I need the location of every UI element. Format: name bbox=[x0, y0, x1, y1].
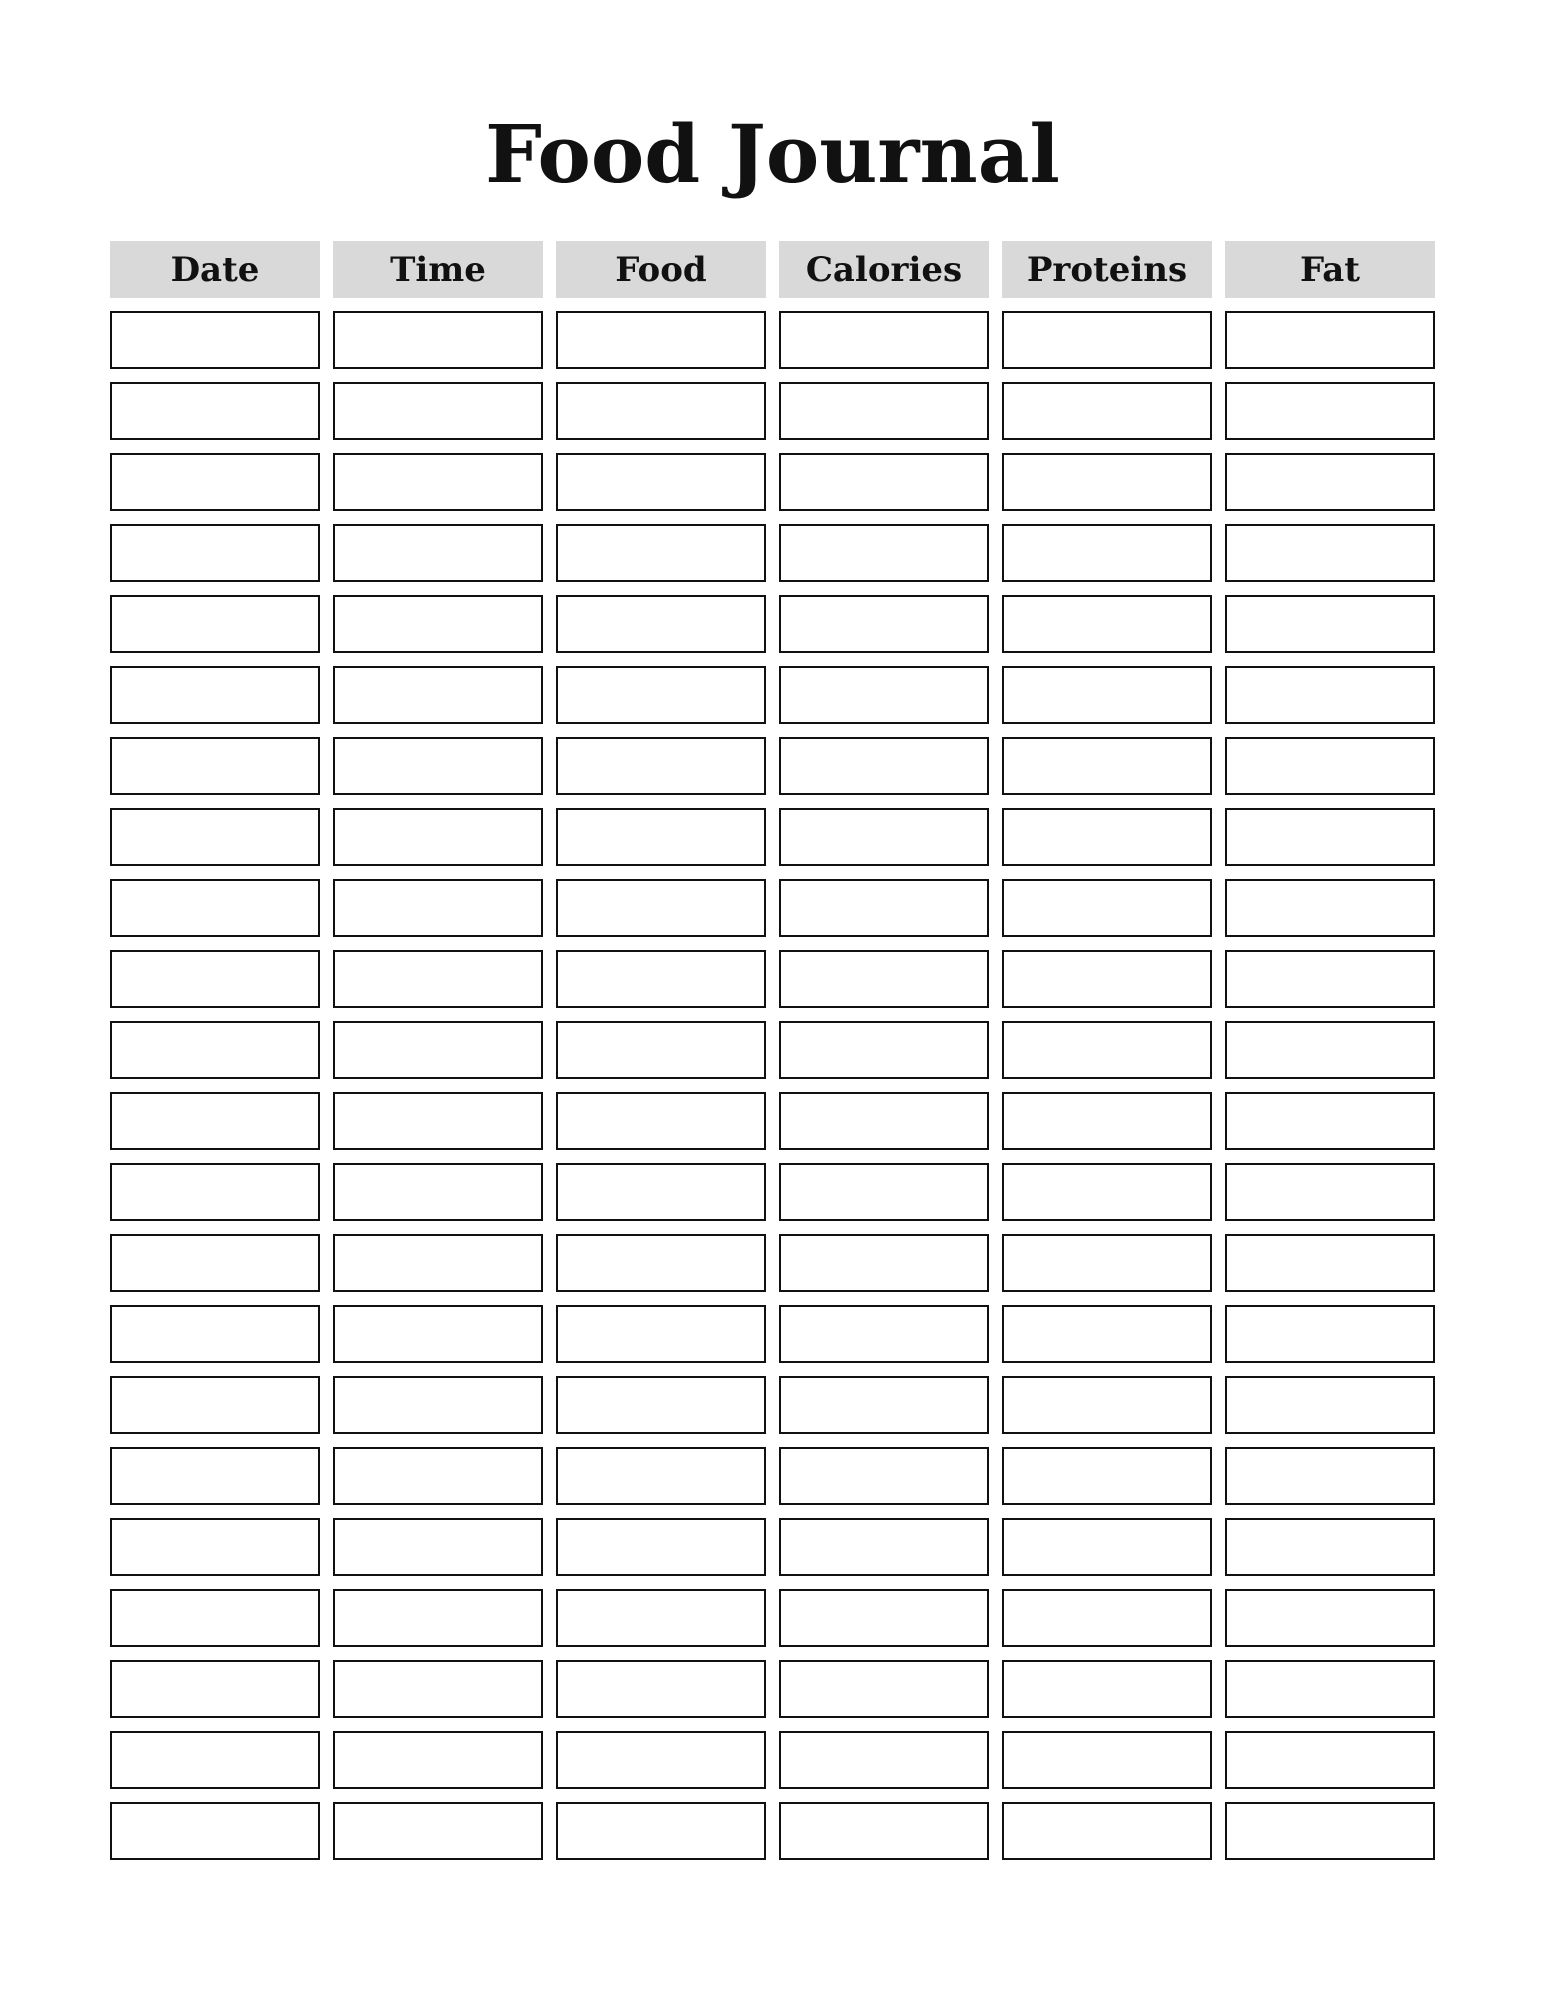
entry-cell-proteins[interactable] bbox=[1002, 1163, 1212, 1221]
entry-cell-time[interactable] bbox=[333, 1305, 543, 1363]
entry-cell-date[interactable] bbox=[110, 1021, 320, 1079]
entry-cell-fat[interactable] bbox=[1225, 1092, 1435, 1150]
entry-cell-fat[interactable] bbox=[1225, 1731, 1435, 1789]
page-title: Food Journal bbox=[485, 107, 1060, 201]
entry-cell-food[interactable] bbox=[556, 1447, 766, 1505]
entry-cell-proteins[interactable] bbox=[1002, 808, 1212, 866]
entry-cell-calories[interactable] bbox=[779, 595, 989, 653]
entry-cell-food[interactable] bbox=[556, 879, 766, 937]
entry-cell-proteins[interactable] bbox=[1002, 1092, 1212, 1150]
entry-cell-time[interactable] bbox=[333, 950, 543, 1008]
entry-cell-food[interactable] bbox=[556, 1021, 766, 1079]
entry-cell-date[interactable] bbox=[110, 1447, 320, 1505]
entry-cell-proteins[interactable] bbox=[1002, 1305, 1212, 1363]
entry-cell-fat[interactable] bbox=[1225, 1660, 1435, 1718]
entry-cell-time[interactable] bbox=[333, 1376, 543, 1434]
entry-cell-fat[interactable] bbox=[1225, 1518, 1435, 1576]
entry-cell-fat[interactable] bbox=[1225, 1589, 1435, 1647]
entry-cell-calories[interactable] bbox=[779, 382, 989, 440]
entry-cell-fat[interactable] bbox=[1225, 1021, 1435, 1079]
entry-cell-calories[interactable] bbox=[779, 1163, 989, 1221]
entry-cell-calories[interactable] bbox=[779, 950, 989, 1008]
entry-cell-food[interactable] bbox=[556, 950, 766, 1008]
entry-cell-fat[interactable] bbox=[1225, 808, 1435, 866]
column-header-food: Food bbox=[556, 241, 766, 298]
entry-cell-calories[interactable] bbox=[779, 1092, 989, 1150]
entry-cell-food[interactable] bbox=[556, 1305, 766, 1363]
entry-cell-proteins[interactable] bbox=[1002, 1234, 1212, 1292]
entry-cell-date[interactable] bbox=[110, 737, 320, 795]
entry-cell-calories[interactable] bbox=[779, 1021, 989, 1079]
entry-cell-calories[interactable] bbox=[779, 1447, 989, 1505]
entry-cell-food[interactable] bbox=[556, 382, 766, 440]
entry-cell-food[interactable] bbox=[556, 1731, 766, 1789]
entry-cell-time[interactable] bbox=[333, 595, 543, 653]
entry-cell-date[interactable] bbox=[110, 311, 320, 369]
entry-cell-proteins[interactable] bbox=[1002, 1802, 1212, 1860]
entry-cell-calories[interactable] bbox=[779, 879, 989, 937]
entry-cell-food[interactable] bbox=[556, 311, 766, 369]
entry-cell-date[interactable] bbox=[110, 879, 320, 937]
entry-cell-time[interactable] bbox=[333, 879, 543, 937]
entry-cell-proteins[interactable] bbox=[1002, 1660, 1212, 1718]
entry-cell-time[interactable] bbox=[333, 1731, 543, 1789]
entry-cell-proteins[interactable] bbox=[1002, 1518, 1212, 1576]
entry-cell-calories[interactable] bbox=[779, 1234, 989, 1292]
entry-cell-fat[interactable] bbox=[1225, 1447, 1435, 1505]
entry-cell-time[interactable] bbox=[333, 311, 543, 369]
column-header-time: Time bbox=[333, 241, 543, 298]
entry-cell-calories[interactable] bbox=[779, 524, 989, 582]
entry-cell-time[interactable] bbox=[333, 666, 543, 724]
entry-cell-calories[interactable] bbox=[779, 311, 989, 369]
entry-cell-date[interactable] bbox=[110, 1163, 320, 1221]
entry-cell-time[interactable] bbox=[333, 737, 543, 795]
entry-cell-food[interactable] bbox=[556, 1660, 766, 1718]
entry-cell-food[interactable] bbox=[556, 595, 766, 653]
entry-cell-food[interactable] bbox=[556, 1092, 766, 1150]
entry-cell-date[interactable] bbox=[110, 453, 320, 511]
entry-cell-date[interactable] bbox=[110, 950, 320, 1008]
entry-cell-time[interactable] bbox=[333, 1802, 543, 1860]
entry-cell-fat[interactable] bbox=[1225, 595, 1435, 653]
entry-cell-fat[interactable] bbox=[1225, 453, 1435, 511]
entry-cell-time[interactable] bbox=[333, 1660, 543, 1718]
entry-cell-fat[interactable] bbox=[1225, 524, 1435, 582]
entry-cell-calories[interactable] bbox=[779, 1731, 989, 1789]
entry-cell-fat[interactable] bbox=[1225, 737, 1435, 795]
entry-cell-date[interactable] bbox=[110, 382, 320, 440]
entry-cell-calories[interactable] bbox=[779, 1589, 989, 1647]
entry-cell-time[interactable] bbox=[333, 808, 543, 866]
entry-cell-date[interactable] bbox=[110, 1731, 320, 1789]
column-header-calories: Calories bbox=[779, 241, 989, 298]
column-header-fat: Fat bbox=[1225, 241, 1435, 298]
entry-cell-food[interactable] bbox=[556, 524, 766, 582]
entry-cell-date[interactable] bbox=[110, 808, 320, 866]
entry-cell-calories[interactable] bbox=[779, 1660, 989, 1718]
entry-cell-fat[interactable] bbox=[1225, 879, 1435, 937]
entry-cell-proteins[interactable] bbox=[1002, 1447, 1212, 1505]
entry-cell-calories[interactable] bbox=[779, 808, 989, 866]
entry-cell-proteins[interactable] bbox=[1002, 453, 1212, 511]
entry-cell-time[interactable] bbox=[333, 453, 543, 511]
entry-cell-time[interactable] bbox=[333, 1092, 543, 1150]
entry-cell-date[interactable] bbox=[110, 666, 320, 724]
entry-cell-calories[interactable] bbox=[779, 737, 989, 795]
entry-cell-food[interactable] bbox=[556, 808, 766, 866]
entry-cell-food[interactable] bbox=[556, 1518, 766, 1576]
entry-cell-date[interactable] bbox=[110, 1376, 320, 1434]
entry-cell-calories[interactable] bbox=[779, 1518, 989, 1576]
food-journal-table bbox=[110, 241, 1435, 1873]
entry-cell-time[interactable] bbox=[333, 1589, 543, 1647]
entry-cell-food[interactable] bbox=[556, 1802, 766, 1860]
entry-cell-proteins[interactable] bbox=[1002, 1021, 1212, 1079]
entry-cell-calories[interactable] bbox=[779, 453, 989, 511]
entry-cell-food[interactable] bbox=[556, 1163, 766, 1221]
entry-cell-calories[interactable] bbox=[779, 1305, 989, 1363]
entry-cell-fat[interactable] bbox=[1225, 1163, 1435, 1221]
entry-cell-time[interactable] bbox=[333, 382, 543, 440]
entry-cell-proteins[interactable] bbox=[1002, 524, 1212, 582]
entry-cell-date[interactable] bbox=[110, 524, 320, 582]
entry-cell-fat[interactable] bbox=[1225, 950, 1435, 1008]
entry-cell-date[interactable] bbox=[110, 1092, 320, 1150]
entry-cell-calories[interactable] bbox=[779, 666, 989, 724]
entry-cell-fat[interactable] bbox=[1225, 311, 1435, 369]
entry-cell-fat[interactable] bbox=[1225, 1234, 1435, 1292]
entry-cell-date[interactable] bbox=[110, 1518, 320, 1576]
entry-cell-proteins[interactable] bbox=[1002, 950, 1212, 1008]
entry-cell-date[interactable] bbox=[110, 1589, 320, 1647]
entry-cell-food[interactable] bbox=[556, 1376, 766, 1434]
entry-cell-proteins[interactable] bbox=[1002, 382, 1212, 440]
column-header-proteins: Proteins bbox=[1002, 241, 1212, 298]
entry-cell-proteins[interactable] bbox=[1002, 311, 1212, 369]
entry-cell-proteins[interactable] bbox=[1002, 595, 1212, 653]
entry-cell-date[interactable] bbox=[110, 1660, 320, 1718]
entry-cell-proteins[interactable] bbox=[1002, 1731, 1212, 1789]
entry-cell-food[interactable] bbox=[556, 737, 766, 795]
entry-cell-time[interactable] bbox=[333, 524, 543, 582]
entry-cell-fat[interactable] bbox=[1225, 1305, 1435, 1363]
entry-cell-proteins[interactable] bbox=[1002, 666, 1212, 724]
entry-cell-date[interactable] bbox=[110, 595, 320, 653]
entry-cell-time[interactable] bbox=[333, 1518, 543, 1576]
entry-cell-food[interactable] bbox=[556, 453, 766, 511]
entry-cell-food[interactable] bbox=[556, 1589, 766, 1647]
entry-cell-time[interactable] bbox=[333, 1234, 543, 1292]
entry-cell-proteins[interactable] bbox=[1002, 1589, 1212, 1647]
entry-cell-fat[interactable] bbox=[1225, 1376, 1435, 1434]
entry-cell-date[interactable] bbox=[110, 1234, 320, 1292]
entry-cell-time[interactable] bbox=[333, 1021, 543, 1079]
entry-cell-calories[interactable] bbox=[779, 1802, 989, 1860]
entry-cell-proteins[interactable] bbox=[1002, 879, 1212, 937]
entry-cell-proteins[interactable] bbox=[1002, 737, 1212, 795]
column-header-date: Date bbox=[110, 241, 320, 298]
entry-cell-date[interactable] bbox=[110, 1305, 320, 1363]
entry-cell-food[interactable] bbox=[556, 666, 766, 724]
entry-cell-time[interactable] bbox=[333, 1447, 543, 1505]
entry-cell-fat[interactable] bbox=[1225, 382, 1435, 440]
entry-cell-calories[interactable] bbox=[779, 1376, 989, 1434]
entry-cell-proteins[interactable] bbox=[1002, 1376, 1212, 1434]
entry-cell-food[interactable] bbox=[556, 1234, 766, 1292]
entry-cell-time[interactable] bbox=[333, 1163, 543, 1221]
entry-cell-date[interactable] bbox=[110, 1802, 320, 1860]
entry-cell-fat[interactable] bbox=[1225, 1802, 1435, 1860]
entry-cell-fat[interactable] bbox=[1225, 666, 1435, 724]
